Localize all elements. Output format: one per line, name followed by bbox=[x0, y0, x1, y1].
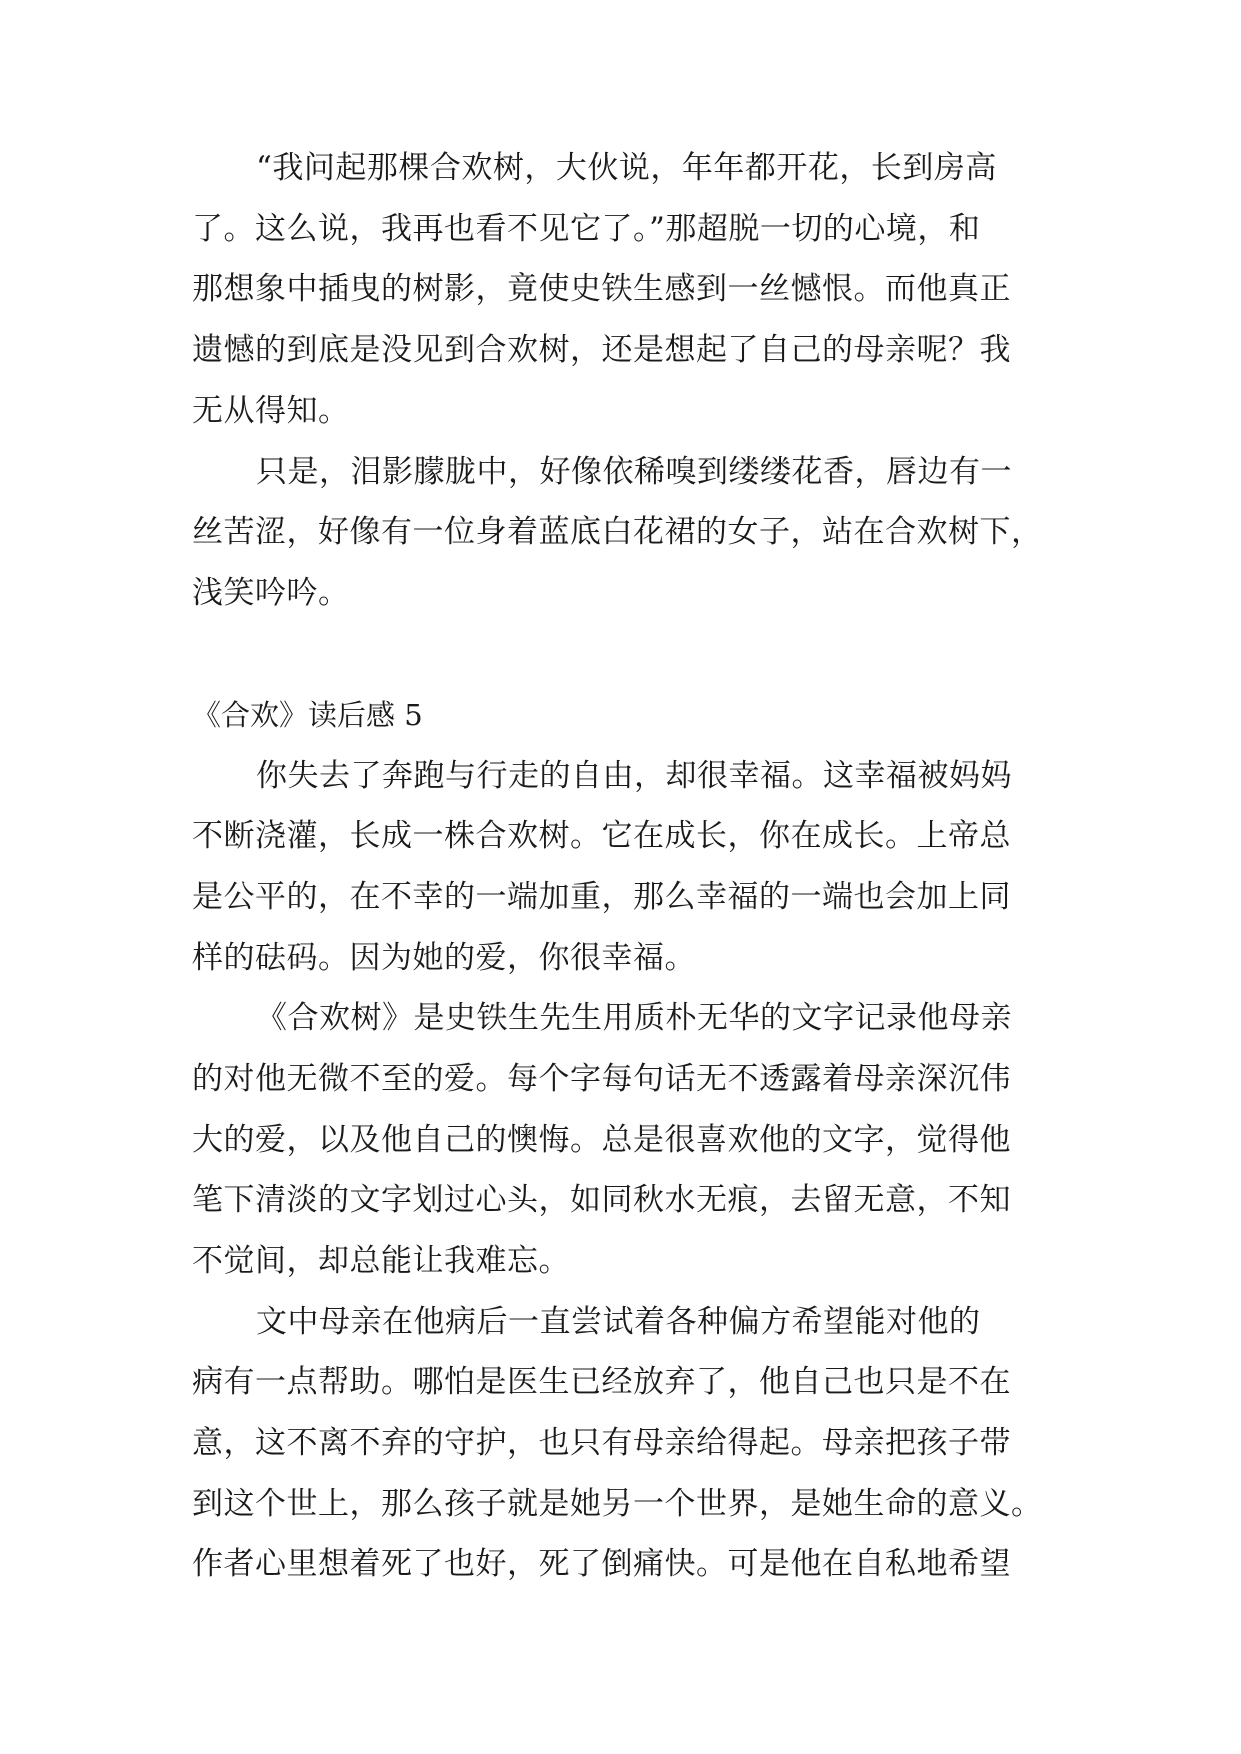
text-line: 作者心里想着死了也好，死了倒痛快。可是他在自私地希望 bbox=[192, 1546, 1011, 1582]
text-line: 那想象中插曳的树影，竟使史铁生感到一丝憾恨。而他真正 bbox=[192, 271, 1011, 307]
text-line: 的对他无微不至的爱。每个字每句话无不透露着母亲深沉伟 bbox=[192, 1061, 1011, 1097]
text-line: 你失去了奔跑与行走的自由，却很幸福。这幸福被妈妈 bbox=[256, 758, 1012, 794]
text-line: 文中母亲在他病后一直尝试着各种偏方希望能对他的 bbox=[256, 1304, 981, 1340]
text-line: 笔下清淡的文字划过心头，如同秋水无痕，去留无意，不知 bbox=[192, 1182, 1011, 1218]
section-title: 《合欢》读后感 5 bbox=[192, 698, 423, 732]
text-line: 只是，泪影朦胧中，好像依稀嗅到缕缕花香，唇边有一 bbox=[256, 454, 1012, 490]
text-line: 到这个世上，那么孩子就是她另一个世界，是她生命的意义。 bbox=[192, 1486, 1043, 1522]
text-line: 意，这不离不弃的守护，也只有母亲给得起。母亲把孩子带 bbox=[192, 1425, 1011, 1461]
text-line: 遗憾的到底是没见到合欢树，还是想起了自己的母亲呢？我 bbox=[192, 332, 1011, 368]
text-line: 丝苦涩，好像有一位身着蓝底白花裙的女子，站在合欢树下， bbox=[192, 514, 1043, 550]
text-line: 浅笑吟吟。 bbox=[192, 575, 350, 611]
text-line: “我问起那棵合欢树，大伙说，年年都开花，长到房高 bbox=[256, 150, 997, 186]
document-page bbox=[192, 0, 1052, 1754]
text-line: 无从得知。 bbox=[192, 393, 350, 429]
text-line: 《合欢树》是史铁生先生用质朴无华的文字记录他母亲 bbox=[256, 1000, 1012, 1036]
text-line: 了。这么说，我再也看不见它了。”那超脱一切的心境，和 bbox=[192, 211, 981, 247]
text-line: 大的爱，以及他自己的懊悔。总是很喜欢他的文字，觉得他 bbox=[192, 1122, 1011, 1158]
text-line: 样的砝码。因为她的爱，你很幸福。 bbox=[192, 940, 696, 976]
text-line: 不觉间，却总能让我难忘。 bbox=[192, 1243, 570, 1279]
text-line: 病有一点帮助。哪怕是医生已经放弃了，他自己也只是不在 bbox=[192, 1364, 1011, 1400]
text-line: 是公平的，在不幸的一端加重，那么幸福的一端也会加上同 bbox=[192, 879, 1011, 915]
text-line: 不断浇灌，长成一株合欢树。它在成长，你在成长。上帝总 bbox=[192, 818, 1011, 854]
